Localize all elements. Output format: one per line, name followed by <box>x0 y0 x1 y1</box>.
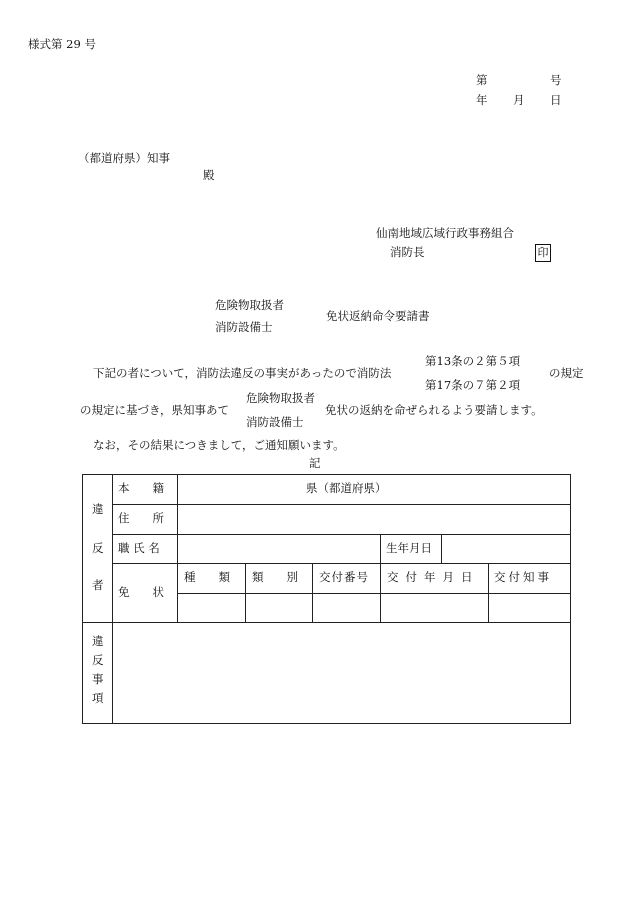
seal-mark: 印 <box>535 244 551 262</box>
violator-char-2: 反 <box>92 541 104 555</box>
matter-char-2: 反 <box>92 653 104 667</box>
table-border-right <box>570 474 571 724</box>
rule-1 <box>112 504 571 505</box>
body-p2-end: 免状の返納を命ぜられるよう要請します。 <box>325 403 543 417</box>
license-header-governor: 交付知事 <box>494 570 552 584</box>
body-p1-end: の規定 <box>549 366 584 380</box>
rule-3 <box>112 563 571 564</box>
body-p1-start: 下記の者について，消防法違反の事実があったので消防法 <box>93 366 392 380</box>
row-address-label: 住 所 <box>118 511 164 525</box>
row-honseki-label: 本 籍 <box>118 481 164 495</box>
license-col-4 <box>488 563 489 623</box>
license-col-1 <box>245 563 246 623</box>
addressee-honorific: 殿 <box>203 168 215 182</box>
addressee-title: （都道府県）知事 <box>78 151 170 165</box>
holder-line1: 危険物取扱者 <box>246 391 315 405</box>
matter-char-3: 事 <box>92 672 104 686</box>
holder-line2: 消防設備士 <box>246 415 304 429</box>
row-license-label: 免 状 <box>118 585 164 599</box>
row-name-label: 職 氏 名 <box>118 541 160 555</box>
matter-char-1: 違 <box>92 634 104 648</box>
title-suffix: 免状返納命令要請書 <box>326 309 430 323</box>
license-header-class: 類 別 <box>252 570 298 584</box>
section-divider <box>112 474 113 724</box>
license-header-date: 交付年月日 <box>387 570 480 584</box>
license-col-2 <box>312 563 313 623</box>
honseki-value: 県（都道府県） <box>306 481 387 495</box>
body-p3: なお，その結果につきまして，ご通知願います。 <box>93 438 345 452</box>
dob-label: 生年月日 <box>386 541 432 555</box>
sender-org: 仙南地域広域行政事務組合 <box>376 226 514 240</box>
license-header-number: 交付番号 <box>319 570 369 584</box>
article-line1: 第13条の２第５項 <box>425 354 521 368</box>
table-border-bottom <box>82 723 571 724</box>
title-line1: 危険物取扱者 <box>215 298 284 312</box>
rule-2 <box>112 534 571 535</box>
violator-char-3: 者 <box>92 578 104 592</box>
doc-number-dai: 第 <box>476 73 488 87</box>
table-border-left <box>82 474 83 724</box>
date-year-label: 年 <box>476 93 488 107</box>
license-col-3 <box>380 563 381 623</box>
form-number: 様式第 29 号 <box>28 37 96 51</box>
sender-position: 消防長 <box>390 245 425 259</box>
rule-5 <box>82 622 571 623</box>
license-header-type: 種 類 <box>184 570 230 584</box>
article-line2: 第17条の７第２項 <box>425 378 521 392</box>
dob-divider-1 <box>380 534 381 564</box>
violator-char-1: 違 <box>92 502 104 516</box>
ki-label: 記 <box>309 456 321 470</box>
rule-4 <box>177 593 571 594</box>
date-day-label: 日 <box>550 93 562 107</box>
dob-divider-2 <box>441 534 442 564</box>
date-month-label: 月 <box>513 93 525 107</box>
body-p2-start: の規定に基づき，県知事あて <box>80 403 230 417</box>
label-divider <box>177 474 178 623</box>
table-border-top <box>82 474 571 475</box>
matter-char-4: 項 <box>92 691 104 705</box>
title-line2: 消防設備士 <box>215 320 273 334</box>
doc-number-go: 号 <box>550 73 562 87</box>
